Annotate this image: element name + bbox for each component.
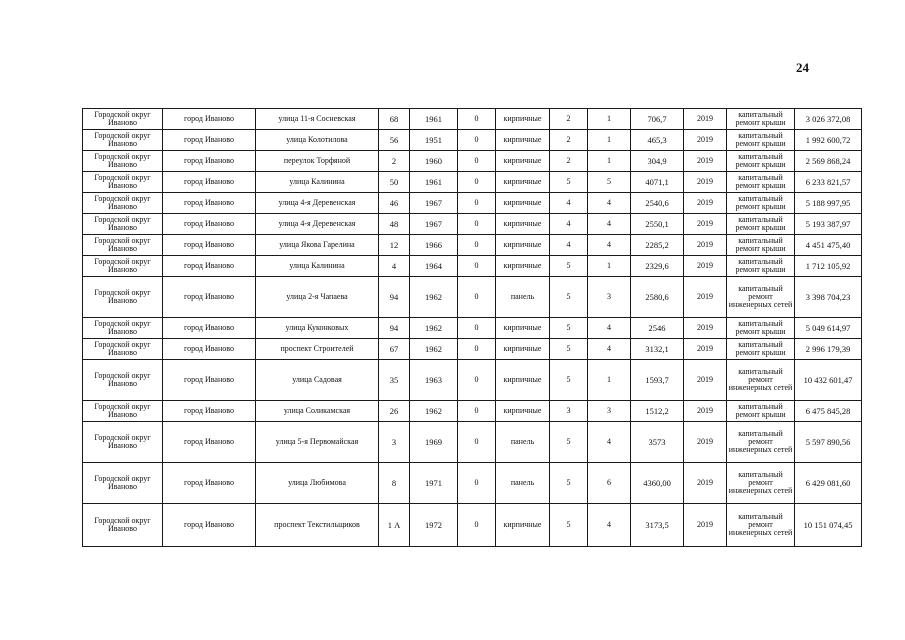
built-year-cell: 1961 bbox=[410, 172, 458, 193]
plan-year-cell: 2019 bbox=[684, 360, 727, 401]
zero-cell: 0 bbox=[458, 214, 496, 235]
cost-cell: 1 712 105,92 bbox=[795, 256, 862, 277]
street-cell: улица 4-я Деревенская bbox=[256, 214, 379, 235]
district-cell: Городской округ Иваново bbox=[83, 256, 163, 277]
street-cell: переулок Торфяной bbox=[256, 151, 379, 172]
house-number-cell: 67 bbox=[379, 339, 410, 360]
floors-cell: 5 bbox=[550, 318, 588, 339]
street-cell: улица Калинина bbox=[256, 256, 379, 277]
city-cell: город Иваново bbox=[163, 151, 256, 172]
built-year-cell: 1972 bbox=[410, 504, 458, 547]
work-type-cell: капитальный ремонт инженерных сетей bbox=[727, 360, 795, 401]
plan-year-cell: 2019 bbox=[684, 463, 727, 504]
house-number-cell: 68 bbox=[379, 109, 410, 130]
work-type-cell: капитальный ремонт крыши bbox=[727, 193, 795, 214]
entrances-cell: 1 bbox=[588, 130, 631, 151]
plan-year-cell: 2019 bbox=[684, 339, 727, 360]
floors-cell: 3 bbox=[550, 401, 588, 422]
plan-year-cell: 2019 bbox=[684, 256, 727, 277]
house-number-cell: 56 bbox=[379, 130, 410, 151]
city-cell: город Иваново bbox=[163, 360, 256, 401]
table-row bbox=[83, 235, 862, 256]
cost-cell: 10 151 074,45 bbox=[795, 504, 862, 547]
house-number-cell: 8 bbox=[379, 463, 410, 504]
city-cell: город Иваново bbox=[163, 277, 256, 318]
built-year-cell: 1962 bbox=[410, 339, 458, 360]
entrances-cell: 1 bbox=[588, 109, 631, 130]
wall-material-cell: панель bbox=[496, 277, 550, 318]
table-row bbox=[83, 130, 862, 151]
built-year-cell: 1966 bbox=[410, 235, 458, 256]
built-year-cell: 1962 bbox=[410, 401, 458, 422]
zero-cell: 0 bbox=[458, 504, 496, 547]
street-cell: улица Куконковых bbox=[256, 318, 379, 339]
work-type-cell: капитальный ремонт крыши bbox=[727, 256, 795, 277]
area-cell: 4360,00 bbox=[631, 463, 684, 504]
work-type-cell: капитальный ремонт крыши bbox=[727, 109, 795, 130]
zero-cell: 0 bbox=[458, 130, 496, 151]
wall-material-cell: кирпичные bbox=[496, 318, 550, 339]
floors-cell: 2 bbox=[550, 109, 588, 130]
district-cell: Городской округ Иваново bbox=[83, 401, 163, 422]
built-year-cell: 1967 bbox=[410, 214, 458, 235]
built-year-cell: 1967 bbox=[410, 193, 458, 214]
cost-cell: 1 992 600,72 bbox=[795, 130, 862, 151]
district-cell: Городской округ Иваново bbox=[83, 109, 163, 130]
wall-material-cell: кирпичные bbox=[496, 109, 550, 130]
house-number-cell: 48 bbox=[379, 214, 410, 235]
cost-cell: 5 597 890,56 bbox=[795, 422, 862, 463]
house-number-cell: 2 bbox=[379, 151, 410, 172]
house-number-cell: 35 bbox=[379, 360, 410, 401]
floors-cell: 5 bbox=[550, 172, 588, 193]
floors-cell: 4 bbox=[550, 214, 588, 235]
district-cell: Городской округ Иваново bbox=[83, 172, 163, 193]
floors-cell: 5 bbox=[550, 277, 588, 318]
zero-cell: 0 bbox=[458, 339, 496, 360]
cost-cell: 6 429 081,60 bbox=[795, 463, 862, 504]
wall-material-cell: кирпичные bbox=[496, 256, 550, 277]
floors-cell: 5 bbox=[550, 256, 588, 277]
entrances-cell: 3 bbox=[588, 401, 631, 422]
street-cell: проспект Строителей bbox=[256, 339, 379, 360]
city-cell: город Иваново bbox=[163, 318, 256, 339]
entrances-cell: 1 bbox=[588, 256, 631, 277]
city-cell: город Иваново bbox=[163, 214, 256, 235]
floors-cell: 2 bbox=[550, 151, 588, 172]
work-type-cell: капитальный ремонт инженерных сетей bbox=[727, 463, 795, 504]
built-year-cell: 1969 bbox=[410, 422, 458, 463]
street-cell: улица Любимова bbox=[256, 463, 379, 504]
work-type-cell: капитальный ремонт инженерных сетей bbox=[727, 504, 795, 547]
entrances-cell: 4 bbox=[588, 193, 631, 214]
district-cell: Городской округ Иваново bbox=[83, 504, 163, 547]
area-cell: 2540,6 bbox=[631, 193, 684, 214]
table-row bbox=[83, 504, 862, 547]
house-number-cell: 1 А bbox=[379, 504, 410, 547]
table-row bbox=[83, 277, 862, 318]
street-cell: улица Соликамская bbox=[256, 401, 379, 422]
house-number-cell: 12 bbox=[379, 235, 410, 256]
cost-cell: 5 049 614,97 bbox=[795, 318, 862, 339]
city-cell: город Иваново bbox=[163, 401, 256, 422]
wall-material-cell: кирпичные bbox=[496, 235, 550, 256]
table-row bbox=[83, 401, 862, 422]
entrances-cell: 4 bbox=[588, 339, 631, 360]
wall-material-cell: кирпичные bbox=[496, 130, 550, 151]
area-cell: 2580,6 bbox=[631, 277, 684, 318]
floors-cell: 5 bbox=[550, 463, 588, 504]
table-row bbox=[83, 109, 862, 130]
zero-cell: 0 bbox=[458, 193, 496, 214]
district-cell: Городской округ Иваново bbox=[83, 214, 163, 235]
wall-material-cell: кирпичные bbox=[496, 339, 550, 360]
house-number-cell: 94 bbox=[379, 318, 410, 339]
entrances-cell: 1 bbox=[588, 151, 631, 172]
city-cell: город Иваново bbox=[163, 193, 256, 214]
floors-cell: 5 bbox=[550, 504, 588, 547]
floors-cell: 5 bbox=[550, 422, 588, 463]
area-cell: 3132,1 bbox=[631, 339, 684, 360]
city-cell: город Иваново bbox=[163, 422, 256, 463]
cost-cell: 6 475 845,28 bbox=[795, 401, 862, 422]
wall-material-cell: кирпичные bbox=[496, 401, 550, 422]
zero-cell: 0 bbox=[458, 463, 496, 504]
city-cell: город Иваново bbox=[163, 504, 256, 547]
cost-cell: 3 026 372,08 bbox=[795, 109, 862, 130]
area-cell: 2285,2 bbox=[631, 235, 684, 256]
wall-material-cell: кирпичные bbox=[496, 151, 550, 172]
built-year-cell: 1971 bbox=[410, 463, 458, 504]
city-cell: город Иваново bbox=[163, 339, 256, 360]
plan-year-cell: 2019 bbox=[684, 109, 727, 130]
district-cell: Городской округ Иваново bbox=[83, 339, 163, 360]
entrances-cell: 1 bbox=[588, 360, 631, 401]
zero-cell: 0 bbox=[458, 172, 496, 193]
plan-year-cell: 2019 bbox=[684, 151, 727, 172]
table-row bbox=[83, 318, 862, 339]
district-cell: Городской округ Иваново bbox=[83, 235, 163, 256]
cost-cell: 10 432 601,47 bbox=[795, 360, 862, 401]
zero-cell: 0 bbox=[458, 151, 496, 172]
city-cell: город Иваново bbox=[163, 109, 256, 130]
street-cell: улица Колотилова bbox=[256, 130, 379, 151]
wall-material-cell: кирпичные bbox=[496, 360, 550, 401]
wall-material-cell: кирпичные bbox=[496, 504, 550, 547]
district-cell: Городской округ Иваново bbox=[83, 277, 163, 318]
floors-cell: 5 bbox=[550, 339, 588, 360]
table-row bbox=[83, 339, 862, 360]
built-year-cell: 1962 bbox=[410, 277, 458, 318]
zero-cell: 0 bbox=[458, 256, 496, 277]
built-year-cell: 1951 bbox=[410, 130, 458, 151]
table-row bbox=[83, 172, 862, 193]
area-cell: 1593,7 bbox=[631, 360, 684, 401]
cost-cell: 4 451 475,40 bbox=[795, 235, 862, 256]
plan-year-cell: 2019 bbox=[684, 235, 727, 256]
zero-cell: 0 bbox=[458, 422, 496, 463]
floors-cell: 4 bbox=[550, 235, 588, 256]
cost-cell: 5 188 997,95 bbox=[795, 193, 862, 214]
built-year-cell: 1960 bbox=[410, 151, 458, 172]
work-type-cell: капитальный ремонт крыши bbox=[727, 401, 795, 422]
district-cell: Городской округ Иваново bbox=[83, 463, 163, 504]
wall-material-cell: панель bbox=[496, 463, 550, 504]
table-row bbox=[83, 193, 862, 214]
work-type-cell: капитальный ремонт инженерных сетей bbox=[727, 422, 795, 463]
work-type-cell: капитальный ремонт крыши bbox=[727, 318, 795, 339]
city-cell: город Иваново bbox=[163, 256, 256, 277]
floors-cell: 2 bbox=[550, 130, 588, 151]
street-cell: улица 2-я Чапаева bbox=[256, 277, 379, 318]
work-type-cell: капитальный ремонт крыши bbox=[727, 130, 795, 151]
area-cell: 3173,5 bbox=[631, 504, 684, 547]
cost-cell: 2 569 868,24 bbox=[795, 151, 862, 172]
entrances-cell: 6 bbox=[588, 463, 631, 504]
floors-cell: 5 bbox=[550, 360, 588, 401]
district-cell: Городской округ Иваново bbox=[83, 360, 163, 401]
house-number-cell: 3 bbox=[379, 422, 410, 463]
wall-material-cell: кирпичные bbox=[496, 172, 550, 193]
house-number-cell: 4 bbox=[379, 256, 410, 277]
district-cell: Городской округ Иваново bbox=[83, 151, 163, 172]
city-cell: город Иваново bbox=[163, 130, 256, 151]
table-row bbox=[83, 463, 862, 504]
entrances-cell: 5 bbox=[588, 172, 631, 193]
plan-year-cell: 2019 bbox=[684, 172, 727, 193]
entrances-cell: 4 bbox=[588, 504, 631, 547]
street-cell: улица Якова Гарелина bbox=[256, 235, 379, 256]
built-year-cell: 1964 bbox=[410, 256, 458, 277]
house-number-cell: 26 bbox=[379, 401, 410, 422]
district-cell: Городской округ Иваново bbox=[83, 422, 163, 463]
area-cell: 2550,1 bbox=[631, 214, 684, 235]
street-cell: улица 4-я Деревенская bbox=[256, 193, 379, 214]
area-cell: 2546 bbox=[631, 318, 684, 339]
wall-material-cell: кирпичные bbox=[496, 214, 550, 235]
city-cell: город Иваново bbox=[163, 172, 256, 193]
city-cell: город Иваново bbox=[163, 463, 256, 504]
cost-cell: 2 996 179,39 bbox=[795, 339, 862, 360]
street-cell: улица 5-я Первомайская bbox=[256, 422, 379, 463]
built-year-cell: 1961 bbox=[410, 109, 458, 130]
street-cell: улица Садовая bbox=[256, 360, 379, 401]
cost-cell: 6 233 821,57 bbox=[795, 172, 862, 193]
zero-cell: 0 bbox=[458, 109, 496, 130]
street-cell: проспект Текстильщиков bbox=[256, 504, 379, 547]
area-cell: 304,9 bbox=[631, 151, 684, 172]
plan-year-cell: 2019 bbox=[684, 214, 727, 235]
zero-cell: 0 bbox=[458, 277, 496, 318]
zero-cell: 0 bbox=[458, 360, 496, 401]
work-type-cell: капитальный ремонт крыши bbox=[727, 235, 795, 256]
area-cell: 3573 bbox=[631, 422, 684, 463]
district-cell: Городской округ Иваново bbox=[83, 318, 163, 339]
plan-year-cell: 2019 bbox=[684, 193, 727, 214]
cost-cell: 3 398 704,23 bbox=[795, 277, 862, 318]
area-cell: 706,7 bbox=[631, 109, 684, 130]
area-cell: 1512,2 bbox=[631, 401, 684, 422]
plan-year-cell: 2019 bbox=[684, 318, 727, 339]
house-number-cell: 50 bbox=[379, 172, 410, 193]
wall-material-cell: кирпичные bbox=[496, 193, 550, 214]
work-type-cell: капитальный ремонт крыши bbox=[727, 339, 795, 360]
plan-year-cell: 2019 bbox=[684, 504, 727, 547]
street-cell: улица Калинина bbox=[256, 172, 379, 193]
table-row bbox=[83, 422, 862, 463]
entrances-cell: 3 bbox=[588, 277, 631, 318]
table-row bbox=[83, 214, 862, 235]
cost-cell: 5 193 387,97 bbox=[795, 214, 862, 235]
plan-year-cell: 2019 bbox=[684, 422, 727, 463]
built-year-cell: 1962 bbox=[410, 318, 458, 339]
table-row bbox=[83, 360, 862, 401]
table-row bbox=[83, 151, 862, 172]
plan-year-cell: 2019 bbox=[684, 401, 727, 422]
zero-cell: 0 bbox=[458, 318, 496, 339]
entrances-cell: 4 bbox=[588, 235, 631, 256]
entrances-cell: 4 bbox=[588, 318, 631, 339]
entrances-cell: 4 bbox=[588, 422, 631, 463]
entrances-cell: 4 bbox=[588, 214, 631, 235]
house-number-cell: 46 bbox=[379, 193, 410, 214]
zero-cell: 0 bbox=[458, 235, 496, 256]
plan-year-cell: 2019 bbox=[684, 130, 727, 151]
area-cell: 4071,1 bbox=[631, 172, 684, 193]
area-cell: 2329,6 bbox=[631, 256, 684, 277]
house-number-cell: 94 bbox=[379, 277, 410, 318]
work-type-cell: капитальный ремонт крыши bbox=[727, 214, 795, 235]
wall-material-cell: панель bbox=[496, 422, 550, 463]
floors-cell: 4 bbox=[550, 193, 588, 214]
plan-year-cell: 2019 bbox=[684, 277, 727, 318]
work-type-cell: капитальный ремонт инженерных сетей bbox=[727, 277, 795, 318]
housing-repair-table bbox=[82, 108, 862, 547]
city-cell: город Иваново bbox=[163, 235, 256, 256]
page-number: 24 bbox=[796, 60, 809, 75]
table-row bbox=[83, 256, 862, 277]
street-cell: улица 11-я Сосневская bbox=[256, 109, 379, 130]
area-cell: 465,3 bbox=[631, 130, 684, 151]
zero-cell: 0 bbox=[458, 401, 496, 422]
district-cell: Городской округ Иваново bbox=[83, 193, 163, 214]
work-type-cell: капитальный ремонт крыши bbox=[727, 172, 795, 193]
district-cell: Городской округ Иваново bbox=[83, 130, 163, 151]
built-year-cell: 1963 bbox=[410, 360, 458, 401]
work-type-cell: капитальный ремонт крыши bbox=[727, 151, 795, 172]
